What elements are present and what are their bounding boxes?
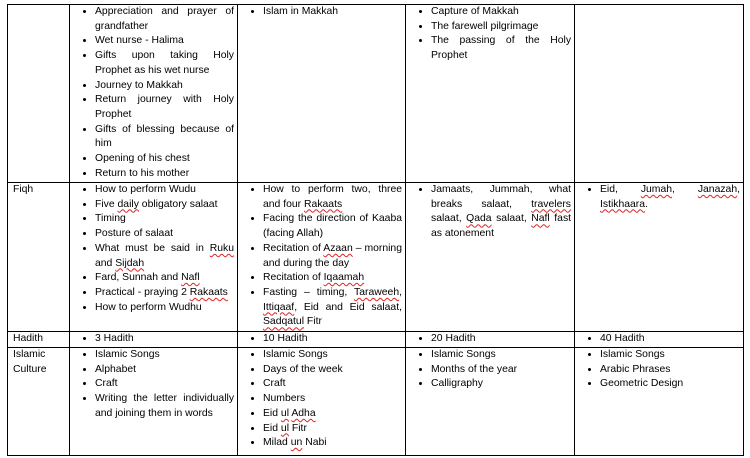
list-item: • Days of the week <box>263 363 402 378</box>
list-item: • The farewell pilgrimage <box>431 20 571 35</box>
list-item: • Capture of Makkah <box>431 5 571 20</box>
table-row <box>8 332 744 348</box>
list-item: • Five daily obligatory salaat <box>95 198 234 213</box>
list-item: • Eid, Jumah, Janazah, Istikhaara. <box>600 183 740 212</box>
bullet-list <box>70 5 237 181</box>
bullet-list <box>406 332 574 347</box>
table-cell <box>70 5 238 183</box>
list-item: • Islamic Songs <box>600 348 740 363</box>
list-item: • Arabic Phrases <box>600 363 740 378</box>
list-item: • Numbers <box>263 392 402 407</box>
bullet-list <box>406 183 574 242</box>
table-cell <box>575 183 744 332</box>
list-item: • How to perform Wudhu <box>95 301 234 316</box>
list-item: • Eid ul Fitr <box>263 422 402 437</box>
list-item: • Facing the direction of Kaaba (facing Allah) <box>263 212 402 241</box>
bullet-list <box>575 332 743 347</box>
table-cell <box>406 348 575 456</box>
list-item: • Calligraphy <box>431 377 571 392</box>
list-item: • How to perform two, three and four Rakaats <box>263 183 402 212</box>
list-item: • What must be said in Ruku and Sijdah <box>95 242 234 271</box>
list-item: • 20 Hadith <box>431 332 571 347</box>
bullet-list <box>238 332 405 347</box>
table-row <box>8 183 744 332</box>
table-cell <box>406 183 575 332</box>
table-cell <box>575 348 744 456</box>
list-item: • Alphabet <box>95 363 234 378</box>
list-item: • Opening of his chest <box>95 152 234 167</box>
list-item: • Milad un Nabi <box>263 436 402 451</box>
bullet-list <box>70 332 237 347</box>
table-row <box>8 348 744 456</box>
list-item: • Gifts of blessing because of him <box>95 123 234 152</box>
list-item: • Fard, Sunnah and Nafl <box>95 271 234 286</box>
bullet-list <box>406 348 574 392</box>
table-cell <box>238 5 406 183</box>
list-item: • The passing of the Holy Prophet <box>431 34 571 63</box>
table-cell <box>238 332 406 348</box>
bullet-list <box>575 348 743 392</box>
row-label: Hadith <box>8 332 70 348</box>
list-item: • Islamic Songs <box>263 348 402 363</box>
list-item: • How to perform Wudu <box>95 183 234 198</box>
list-item: • Timing <box>95 212 234 227</box>
list-item: • Months of the year <box>431 363 571 378</box>
list-item: • Islam in Makkah <box>263 5 402 20</box>
bullet-list <box>406 5 574 64</box>
row-label: Islamic Culture <box>8 348 70 456</box>
table-cell <box>406 332 575 348</box>
list-item: • Jamaats, Jummah, what breaks salaat, travelers salaat, Qada salaat, Nafl fast as atonement <box>431 183 571 242</box>
table-cell <box>70 183 238 332</box>
table-cell <box>575 332 744 348</box>
bullet-list <box>70 348 237 422</box>
list-item: • Islamic Songs <box>95 348 234 363</box>
list-item: • Gifts upon taking Holy Prophet as his wet nurse <box>95 49 234 78</box>
list-item: • Wet nurse - Halima <box>95 34 234 49</box>
list-item: • Recitation of Iqaamah <box>263 271 402 286</box>
list-item: • 10 Hadith <box>263 332 402 347</box>
list-item: • Writing the letter individually and joining them in words <box>95 392 234 421</box>
list-item: • Islamic Songs <box>431 348 571 363</box>
list-item: • Craft <box>95 377 234 392</box>
table-cell <box>238 348 406 456</box>
table-cell <box>575 5 744 183</box>
list-item: • Practical - praying 2 Rakaats <box>95 286 234 301</box>
list-item: • Return journey with Holy Prophet <box>95 93 234 122</box>
bullet-list <box>238 348 405 451</box>
list-item: • Recitation of Azaan – morning and during the day <box>263 242 402 271</box>
table-cell <box>406 5 575 183</box>
row-label <box>8 5 70 183</box>
row-label: Fiqh <box>8 183 70 332</box>
list-item: • Journey to Makkah <box>95 79 234 94</box>
bullet-list <box>238 5 405 20</box>
list-item: • 40 Hadith <box>600 332 740 347</box>
list-item: • Craft <box>263 377 402 392</box>
list-item: • Fasting – timing, Taraweeh, Ittiqaaf, Eid and Eid salaat, Sadqatul Fitr <box>263 286 402 330</box>
list-item: • Posture of salaat <box>95 227 234 242</box>
bullet-list <box>238 183 405 330</box>
table-cell <box>238 183 406 332</box>
list-item: • Eid ul Adha <box>263 407 402 422</box>
list-item: • Appreciation and prayer of grandfather <box>95 5 234 34</box>
list-item: • Return to his mother <box>95 167 234 182</box>
table-cell <box>70 332 238 348</box>
bullet-list <box>70 183 237 315</box>
list-item: • Geometric Design <box>600 377 740 392</box>
curriculum-table <box>7 4 744 456</box>
bullet-list <box>575 183 743 212</box>
table-row <box>8 5 744 183</box>
list-item: • 3 Hadith <box>95 332 234 347</box>
table-cell <box>70 348 238 456</box>
